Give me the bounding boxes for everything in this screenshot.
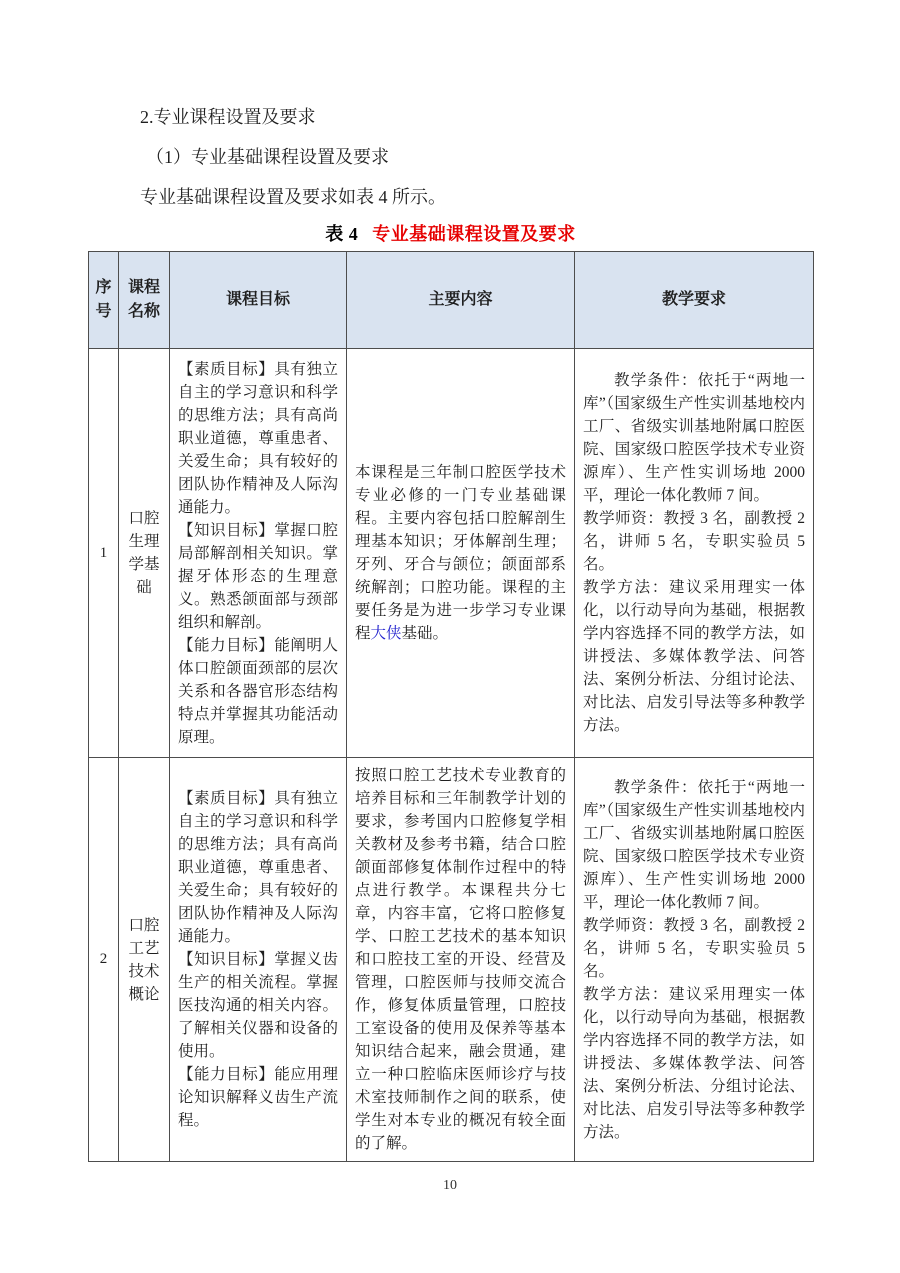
table-caption-label: 表 4 (325, 224, 359, 244)
row1-content-after: 基础。 (401, 625, 449, 642)
row1-requirement-staff: 教学师资：教授 3 名，副教授 2 名，讲师 5 名，专职实验员 5 名。 (583, 510, 805, 573)
row2-requirement-methods: 教学方法：建议采用理实一体化，以行动导向为基础，根据教学内容选择不同的教学方法，如讲授法、多媒体教学法、问答法、案例分析法、分组讨论法、对比法、启发引导法等多种教学方法。 (583, 985, 805, 1141)
row1-requirement-methods: 教学方法：建议采用理实一体化，以行动导向为基础，根据教学内容选择不同的教学方法，如讲授法、多媒体教学法、问答法、案例分析法、分组讨论法、对比法、启发引导法等多种教学方法。 (583, 579, 805, 734)
row2-requirement-staff: 教学师资：教授 3 名，副教授 2 名，讲师 5 名，专职实验员 5 名。 (583, 916, 805, 980)
row2-course-name: 口腔工艺技术概论 (119, 758, 170, 1162)
row2-main-content (347, 758, 575, 1162)
page-number: 10 (443, 1178, 457, 1193)
row2-requirements (575, 758, 814, 1162)
row1-objective-ability: 【能力目标】能阐明人体口腔颌面颈部的层次关系和各器官形态结构特点并掌握其功能活动原理。 (178, 636, 338, 746)
row1-content-before: 本课程是三年制口腔医学技术专业必修的一门专业基础课程。主要内容包括口腔解剖生理基本知识；牙体解剖生理；牙列、牙合与颌位；颌面部系统解剖；口腔功能。课程的主要任务是为进一步学习专业课程 (355, 464, 566, 642)
row2-content-paragraph: 按照口腔工艺技术专业教育的培养目标和三年制教学计划的要求，参考国内口腔修复学相关教材及参考书籍，结合口腔颌面部修复体制作过程中的特点进行教学。本课程共分七章，内容丰富，它将口腔修复学、口腔工艺技术的基本知识和口腔技工室的开设、经营及管理，口腔医师与技师交流合作，修复体质量管理，口腔技工室设备的使用及保养等基本知识结合起来，融会贯通，建立一种口腔临床医师诊疗与技术室技师制作之间的联系，使学生对本专业的概况有较全面的了解。 (355, 767, 566, 1152)
row2-requirement-conditions: 教学条件：依托于“两地一库”（国家级生产性实训基地校内工厂、省级实训基地附属口腔医院、国家级口腔医学技术专业资源库）、生产性实训场地 2000 平，理论一体化教师 7 间。 (583, 778, 805, 911)
intro-text: 专业基础课程设置及要求如表 4 所示。 (140, 187, 446, 207)
header-cell-content: 主要内容 (347, 252, 575, 349)
row1-requirements (575, 349, 814, 758)
table-header-row (89, 252, 814, 349)
row1-index: 1 (89, 349, 119, 758)
row1-course-name: 口腔生理学基础 (119, 349, 170, 758)
header-cell-requirements: 教学要求 (575, 252, 814, 349)
table-caption-title: 专业基础课程设置及要求 (372, 224, 576, 244)
row1-objective-quality: 【素质目标】具有独立自主的学习意识和科学的思维方法；具有高尚职业道德，尊重患者、关爱生命；具有较好的团队协作精神及人际沟通能力。 (178, 360, 338, 516)
header-cell-index: 序号 (89, 252, 119, 349)
table-row (89, 349, 814, 758)
course-table (88, 251, 814, 1162)
header-cell-objectives: 课程目标 (170, 252, 347, 349)
heading-block (140, 108, 813, 206)
row1-requirement-conditions: 教学条件：依托于“两地一库”（国家级生产性实训基地校内工厂、省级实训基地附属口腔医院、国家级口腔医学技术专业资源库）、生产性实训场地 2000 平，理论一体化教师 7 间。 (583, 372, 805, 504)
row2-objectives (170, 758, 347, 1162)
row2-objective-ability: 【能力目标】能应用理论知识解释义齿生产流程。 (178, 1066, 338, 1129)
row2-objective-quality: 【素质目标】具有独立自主的学习意识和科学的思维方法；具有高尚职业道德，尊重患者、关爱生命；具有较好的团队协作精神及人际沟通能力。 (178, 790, 338, 945)
header-cell-course-name: 课程名称 (119, 252, 170, 349)
row1-objectives (170, 349, 347, 758)
row2-index: 2 (89, 758, 119, 1162)
row1-content-paragraph (355, 461, 566, 645)
row1-content-highlight: 大侠 (370, 625, 402, 642)
row1-objective-knowledge: 【知识目标】掌握口腔局部解剖相关知识。掌握牙体形态的生理意义。熟悉颌面部与颈部组织和解剖。 (178, 521, 338, 631)
row1-main-content (347, 349, 575, 758)
section-heading: 2.专业课程设置及要求 (140, 107, 316, 127)
table-row (89, 758, 814, 1162)
table-caption (88, 220, 813, 246)
subsection-heading: （1）专业基础课程设置及要求 (146, 147, 389, 167)
row2-objective-knowledge: 【知识目标】掌握义齿生产的相关流程。掌握医技沟通的相关内容。了解相关仪器和设备的使用。 (178, 951, 338, 1060)
